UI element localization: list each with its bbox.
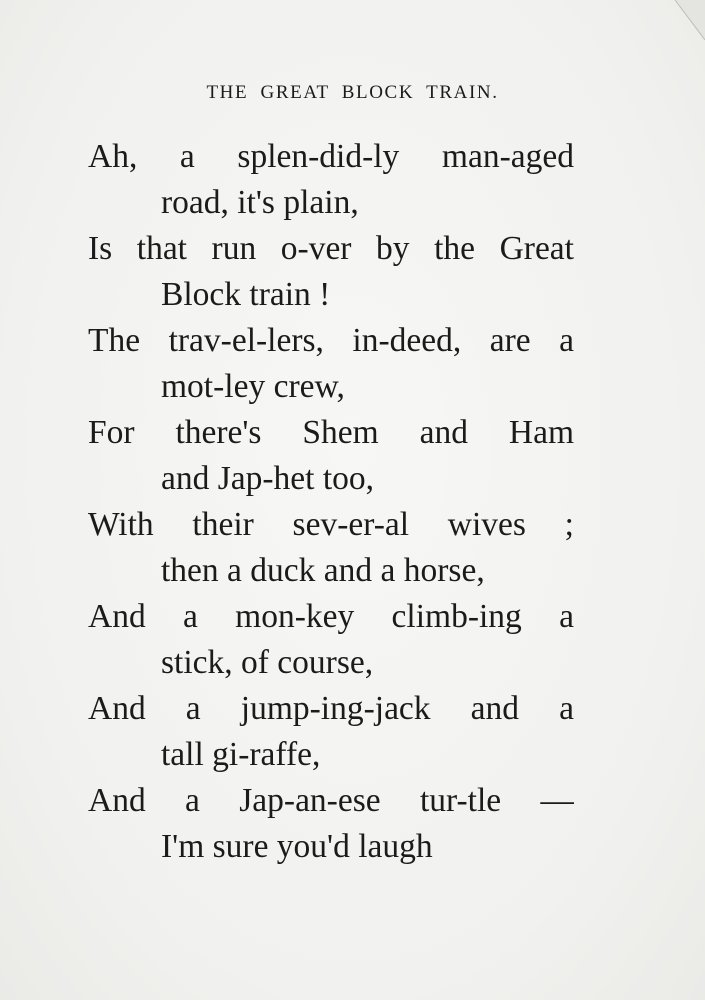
verse-line-continuation: and Jap-het too, — [161, 460, 375, 497]
verse-line-continuation: tall gi-raffe, — [161, 736, 321, 773]
verse-line: Ah, a splen-did-ly man-aged — [88, 138, 574, 175]
verse-line: For there's Shem and Ham — [88, 414, 574, 451]
verse-line-continuation: Block train ! — [161, 276, 331, 313]
verse-line: With their sev-er-al wives ; — [88, 506, 574, 543]
verse-line-continuation: mot-ley crew, — [161, 368, 345, 405]
verse-line: And a mon-key climb-ing a — [88, 598, 574, 635]
verse-line: And a Jap-an-ese tur-tle — — [88, 782, 574, 819]
running-head: THE GREAT BLOCK TRAIN. — [206, 82, 499, 103]
verse-line-continuation: stick, of course, — [161, 644, 374, 681]
verse-block — [88, 134, 574, 870]
verse-line: Is that run o-ver by the Great — [88, 230, 574, 267]
verse-line-continuation: road, it's plain, — [161, 184, 359, 221]
verse-line: The trav-el-lers, in-deed, are a — [88, 322, 574, 359]
verse-line: And a jump-ing-jack and a — [88, 690, 574, 727]
verse-line-continuation: I'm sure you'd laugh — [161, 828, 433, 865]
verse-line-continuation: then a duck and a horse, — [161, 552, 485, 589]
page-corner-fold — [665, 0, 705, 40]
